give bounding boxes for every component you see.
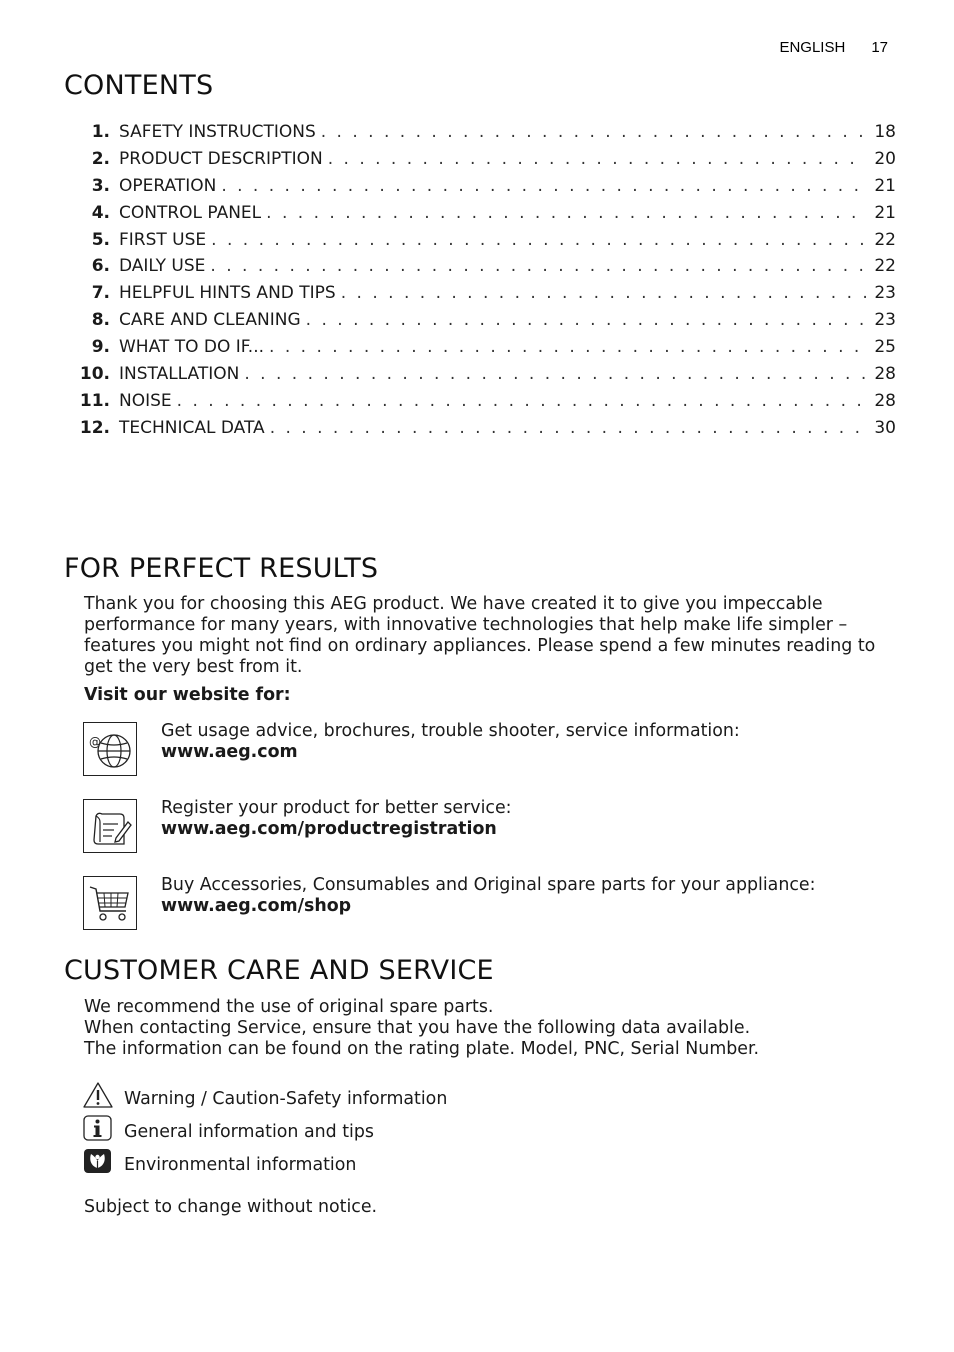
toc-title: PRODUCT DESCRIPTION [119, 148, 323, 169]
toc-item-product-description[interactable] [70, 149, 896, 176]
toc-page: 23 [874, 283, 896, 304]
toc-item-daily-use[interactable] [70, 256, 896, 283]
toc-title: NOISE [119, 390, 172, 411]
table-of-contents [70, 122, 896, 445]
toc-title: CONTROL PANEL [119, 202, 262, 223]
link-description: Buy Accessories, Consumables and Original spare parts for your appliance: [161, 875, 816, 895]
toc-title: FIRST USE [119, 229, 207, 250]
toc-number: 5. [91, 229, 110, 250]
legend-info [83, 1115, 583, 1143]
toc-title: INSTALLATION [119, 364, 240, 385]
toc-title: OPERATION [119, 175, 217, 196]
link-description: Register your product for better service: [161, 798, 512, 818]
toc-leader-dots [321, 122, 866, 142]
toc-page: 18 [874, 122, 896, 142]
registration-pencil-icon [83, 799, 137, 853]
website-link[interactable]: www.aeg.com [161, 742, 298, 762]
toc-item-safety-instructions[interactable] [70, 122, 896, 149]
toc-item-control-panel[interactable] [70, 203, 896, 230]
toc-number: 11. [79, 390, 110, 411]
customer-care-heading: CUSTOMER CARE AND SERVICE [64, 955, 494, 986]
page-header [779, 39, 888, 56]
toc-page: 28 [874, 390, 896, 411]
toc-page: 25 [874, 337, 896, 358]
perfect-results-heading: FOR PERFECT RESULTS [64, 553, 379, 584]
toc-title: TECHNICAL DATA [119, 417, 265, 438]
globe-at-icon [83, 722, 137, 776]
shopping-cart-icon [83, 876, 137, 930]
toc-title: HELPFUL HINTS AND TIPS [119, 283, 336, 304]
contents-heading: CONTENTS [64, 70, 214, 101]
legend-text: General information and tips [124, 1122, 374, 1142]
toc-leader-dots [221, 176, 866, 196]
warning-triangle-icon [83, 1082, 113, 1108]
svg-text:@: @ [89, 735, 101, 749]
toc-page: 28 [874, 364, 896, 385]
toc-leader-dots [270, 418, 866, 438]
toc-leader-dots [341, 283, 866, 303]
toc-number: 12. [79, 417, 110, 438]
toc-page: 22 [874, 256, 896, 277]
legend-warning [83, 1082, 583, 1110]
toc-leader-dots [306, 310, 866, 330]
toc-title: CARE AND CLEANING [119, 310, 301, 331]
toc-leader-dots [328, 149, 866, 169]
toc-leader-dots [266, 203, 866, 223]
toc-leader-dots [177, 391, 866, 411]
link-text-block [161, 875, 815, 917]
care-line-2: When contacting Service, ensure that you have the following data available. [84, 1018, 751, 1038]
link-description: Get usage advice, brochures, trouble shooter, service information: [161, 721, 740, 741]
toc-leader-dots [269, 337, 866, 357]
toc-item-first-use[interactable] [70, 230, 896, 257]
toc-number: 10. [79, 364, 110, 385]
legend-text: Warning / Caution-Safety information [124, 1089, 448, 1109]
toc-item-technical-data[interactable] [70, 418, 896, 445]
toc-number: 7. [91, 283, 110, 304]
page-number: 17 [871, 39, 888, 56]
toc-item-helpful-hints[interactable] [70, 283, 896, 310]
info-icon [83, 1115, 113, 1141]
toc-item-what-to-do-if[interactable] [70, 337, 896, 364]
toc-item-care-and-cleaning[interactable] [70, 310, 896, 337]
website-link[interactable]: www.aeg.com/shop [161, 896, 352, 916]
toc-leader-dots [211, 230, 866, 250]
care-line-1: We recommend the use of original spare parts. [84, 997, 494, 1017]
link-item-usage-advice [83, 722, 903, 778]
language-label: ENGLISH [779, 39, 846, 56]
toc-number: 4. [91, 202, 110, 223]
toc-number: 8. [91, 310, 110, 331]
toc-page: 22 [874, 229, 896, 250]
toc-item-operation[interactable] [70, 176, 896, 203]
toc-title: SAFETY INSTRUCTIONS [119, 122, 316, 142]
intro-paragraph: Thank you for choosing this AEG product. We have created it to give you impeccable performance for many years, with innovative technologies that help make life simpler – features you might not find on ordinary appliances. Please spend a few minutes reading to get the very best from it. [84, 594, 876, 677]
toc-page: 23 [874, 310, 896, 331]
toc-title: DAILY USE [119, 256, 206, 277]
toc-leader-dots [210, 256, 866, 276]
link-item-shop [83, 876, 903, 932]
toc-leader-dots [244, 364, 866, 384]
toc-page: 30 [874, 417, 896, 438]
toc-number: 9. [91, 337, 110, 358]
toc-number: 2. [91, 148, 110, 169]
toc-title: WHAT TO DO IF... [119, 337, 265, 358]
toc-item-installation[interactable] [70, 364, 896, 391]
visit-website-label: Visit our website for: [84, 685, 291, 705]
environment-leaf-icon [83, 1148, 113, 1174]
toc-item-noise[interactable] [70, 391, 896, 418]
link-text-block [161, 721, 740, 763]
toc-page: 21 [874, 175, 896, 196]
website-link[interactable]: www.aeg.com/productregistration [161, 819, 497, 839]
toc-number: 3. [91, 175, 110, 196]
toc-number: 6. [91, 256, 110, 277]
change-notice: Subject to change without notice. [84, 1197, 378, 1217]
legend-text: Environmental information [124, 1155, 357, 1175]
link-item-registration [83, 799, 903, 855]
toc-number: 1. [91, 122, 110, 142]
link-text-block [161, 798, 512, 840]
toc-page: 21 [874, 202, 896, 223]
legend-environment [83, 1148, 583, 1176]
care-line-3: The information can be found on the rating plate. Model, PNC, Serial Number. [84, 1039, 760, 1059]
toc-page: 20 [874, 148, 896, 169]
